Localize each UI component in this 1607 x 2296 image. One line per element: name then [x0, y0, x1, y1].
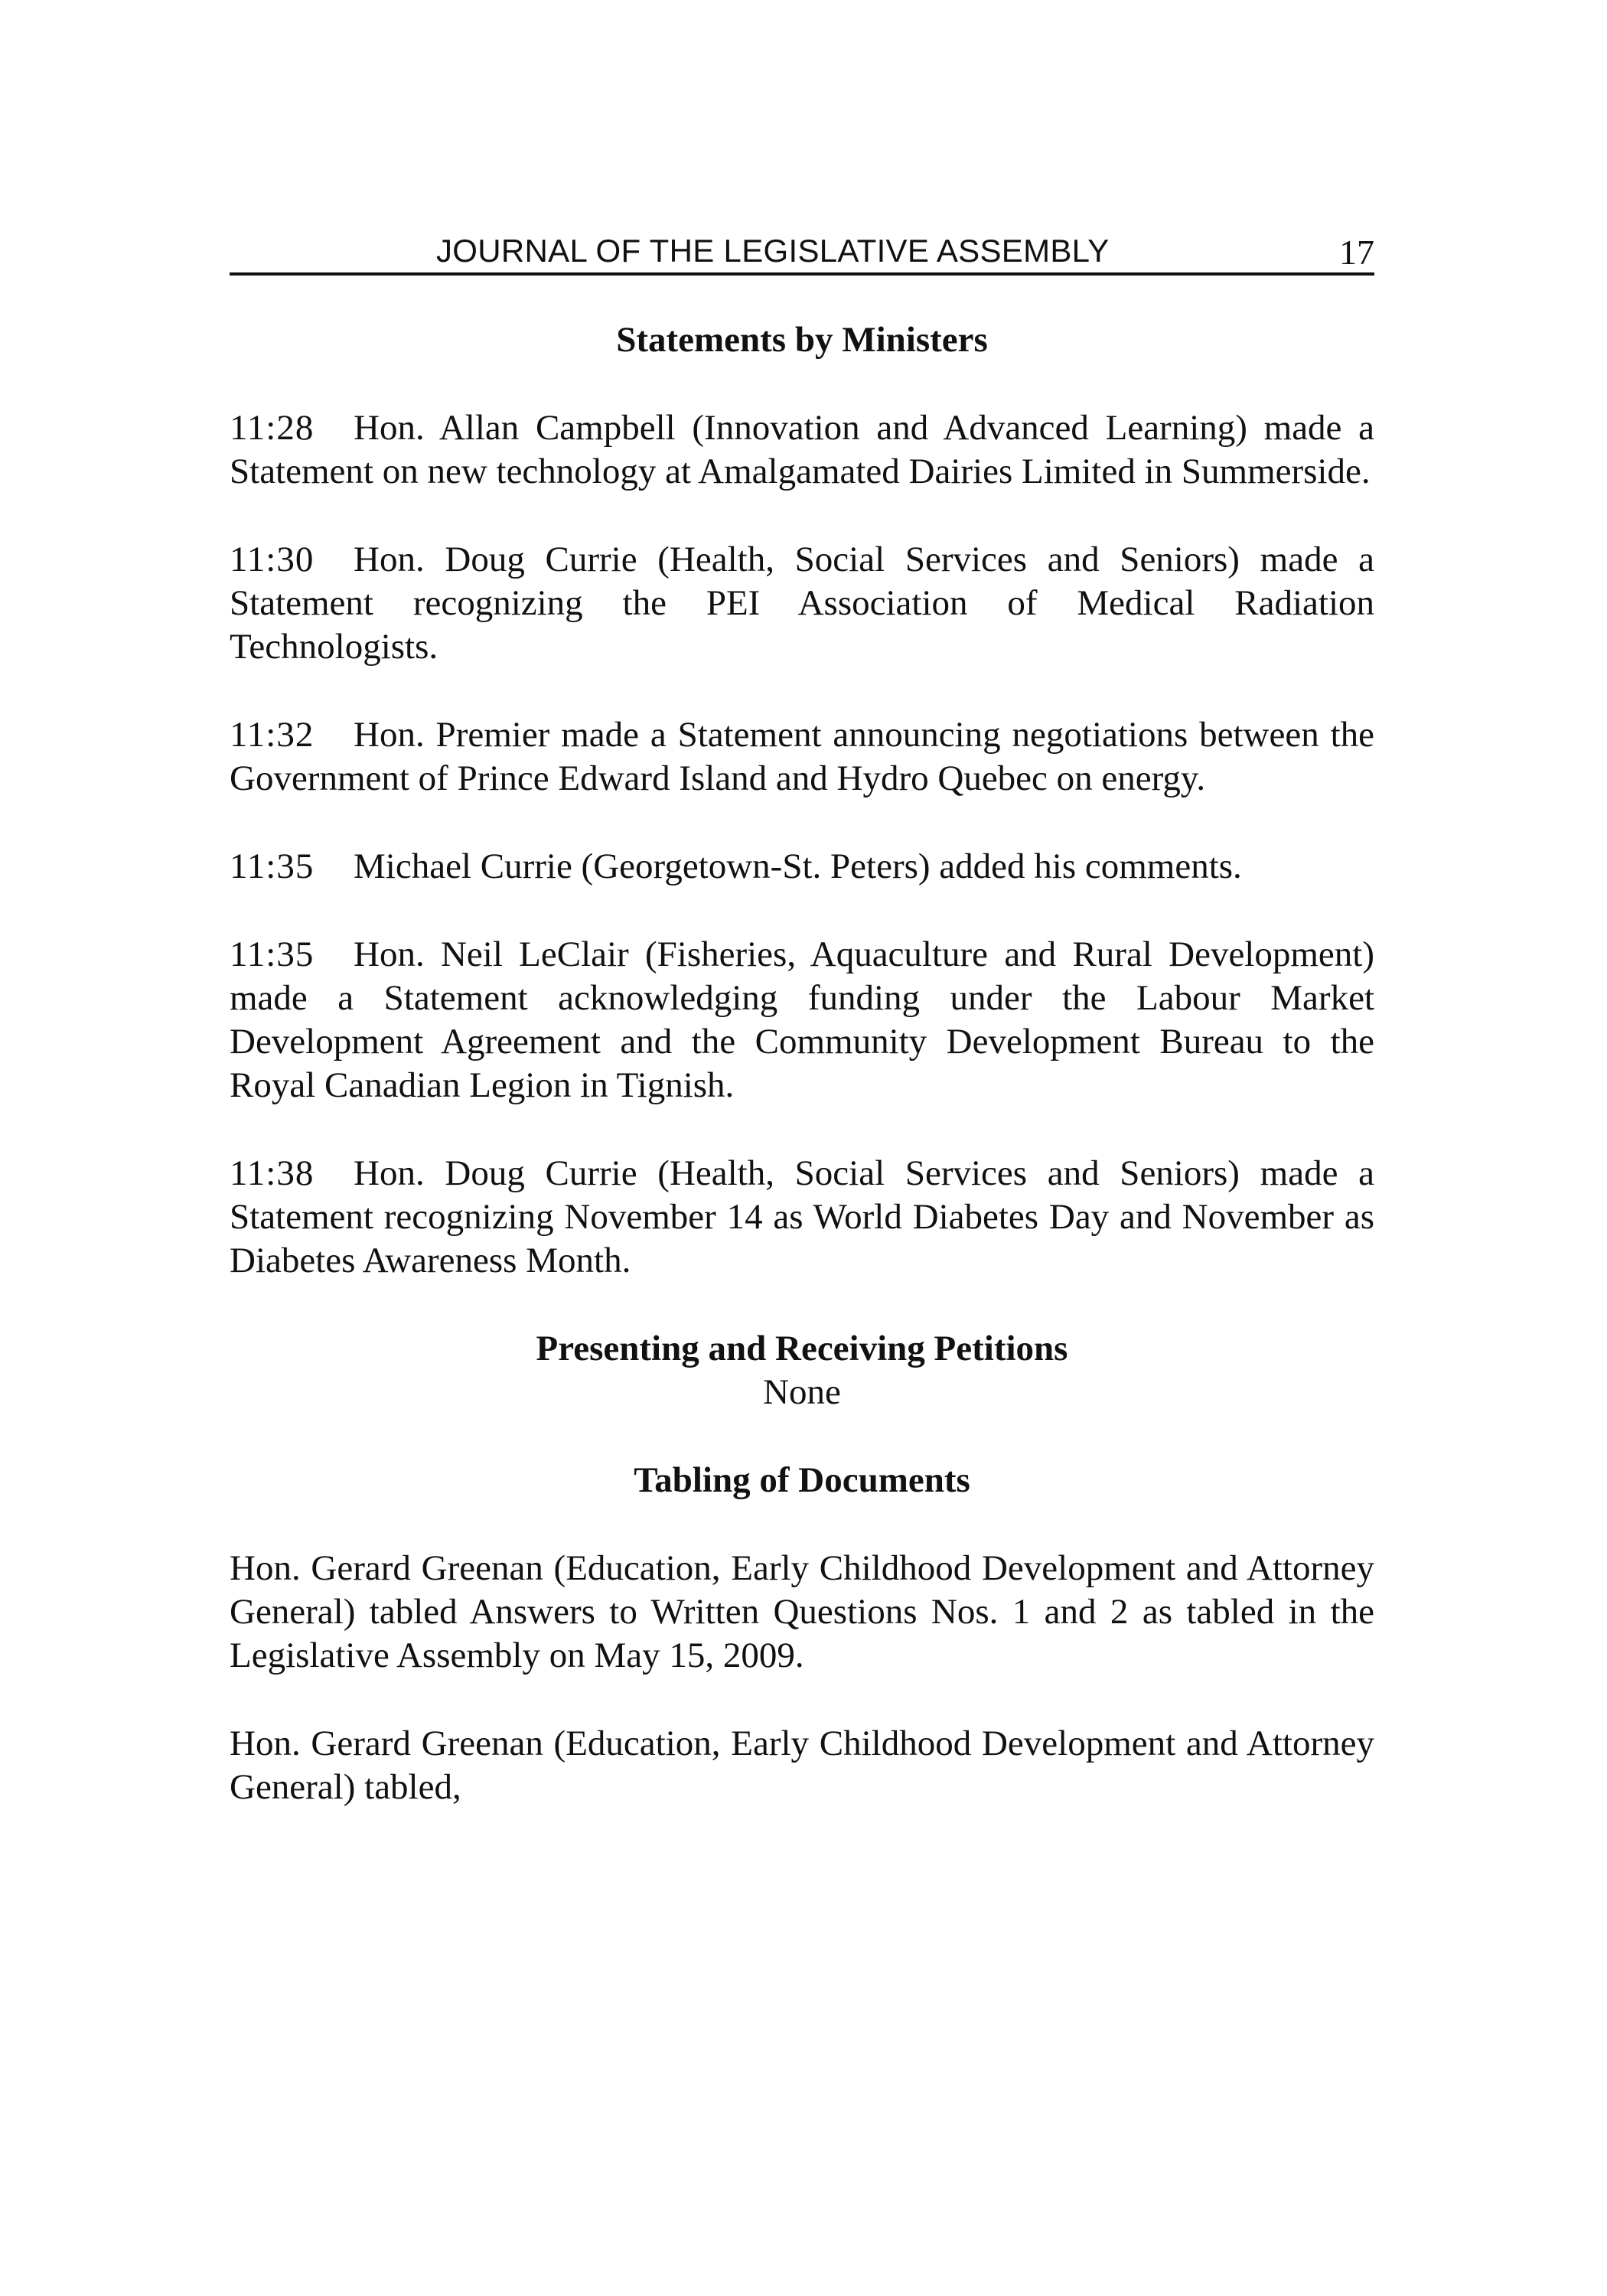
section-heading-statements: Statements by Ministers [616, 320, 988, 360]
journal-title: JOURNAL OF THE LEGISLATIVE ASSEMBLY [436, 233, 1110, 269]
statement-text: Hon. Doug Currie (Health, Social Services and Seniors) made a Statement recognizing the PEI Association of Medical Radiation Technologists. [230, 540, 1374, 667]
statement-text: Hon. Premier made a Statement announcing negotiations between the Government of Prince Edward Island and Hydro Quebec on energy. [230, 715, 1374, 798]
statement-time: 11:30 [230, 540, 315, 579]
page-number: 17 [1339, 233, 1374, 272]
statement-entry [230, 713, 1374, 801]
statement-entry [230, 845, 1374, 889]
journal-body [230, 318, 1374, 1809]
statement-entry [230, 406, 1374, 494]
tabling-paragraph: Hon. Gerard Greenan (Education, Early Childhood Development and Attorney General) tabled Answers to Written Questions Nos. 1 and 2 as tabled in the Legislative Assembly on May 15, 2009. [230, 1548, 1374, 1675]
statement-text: Hon. Doug Currie (Health, Social Services and Seniors) made a Statement recognizing November 14 as World Diabetes Day and November as Diabetes Awareness Month. [230, 1153, 1374, 1280]
header-rule [230, 272, 1374, 276]
tabling-paragraph: Hon. Gerard Greenan (Education, Early Childhood Development and Attorney General) tabled, [230, 1724, 1374, 1807]
statement-text: Hon. Allan Campbell (Innovation and Advanced Learning) made a Statement on new technology at Amalgamated Dairies Limited in Summerside. [230, 408, 1374, 491]
statement-time: 11:28 [230, 408, 315, 448]
petitions-status: None [763, 1372, 841, 1412]
statement-time: 11:35 [230, 846, 315, 886]
section-heading-petitions: Presenting and Receiving Petitions [536, 1329, 1068, 1368]
statement-text: Hon. Neil LeClair (Fisheries, Aquaculture and Rural Development) made a Statement acknowledging funding under the Labour Market Development Agreement and the Community Development Bureau to the Royal Canadian Legion in Tignish. [230, 934, 1374, 1105]
statement-time: 11:32 [230, 715, 315, 755]
section-heading-tabling: Tabling of Documents [634, 1460, 970, 1500]
running-header [230, 228, 1374, 276]
statement-time: 11:38 [230, 1153, 315, 1193]
statement-entry [230, 933, 1374, 1107]
statement-entry [230, 1152, 1374, 1283]
statement-time: 11:35 [230, 934, 315, 974]
statement-entry [230, 538, 1374, 669]
statement-text: Michael Currie (Georgetown-St. Peters) added his comments. [354, 846, 1242, 886]
